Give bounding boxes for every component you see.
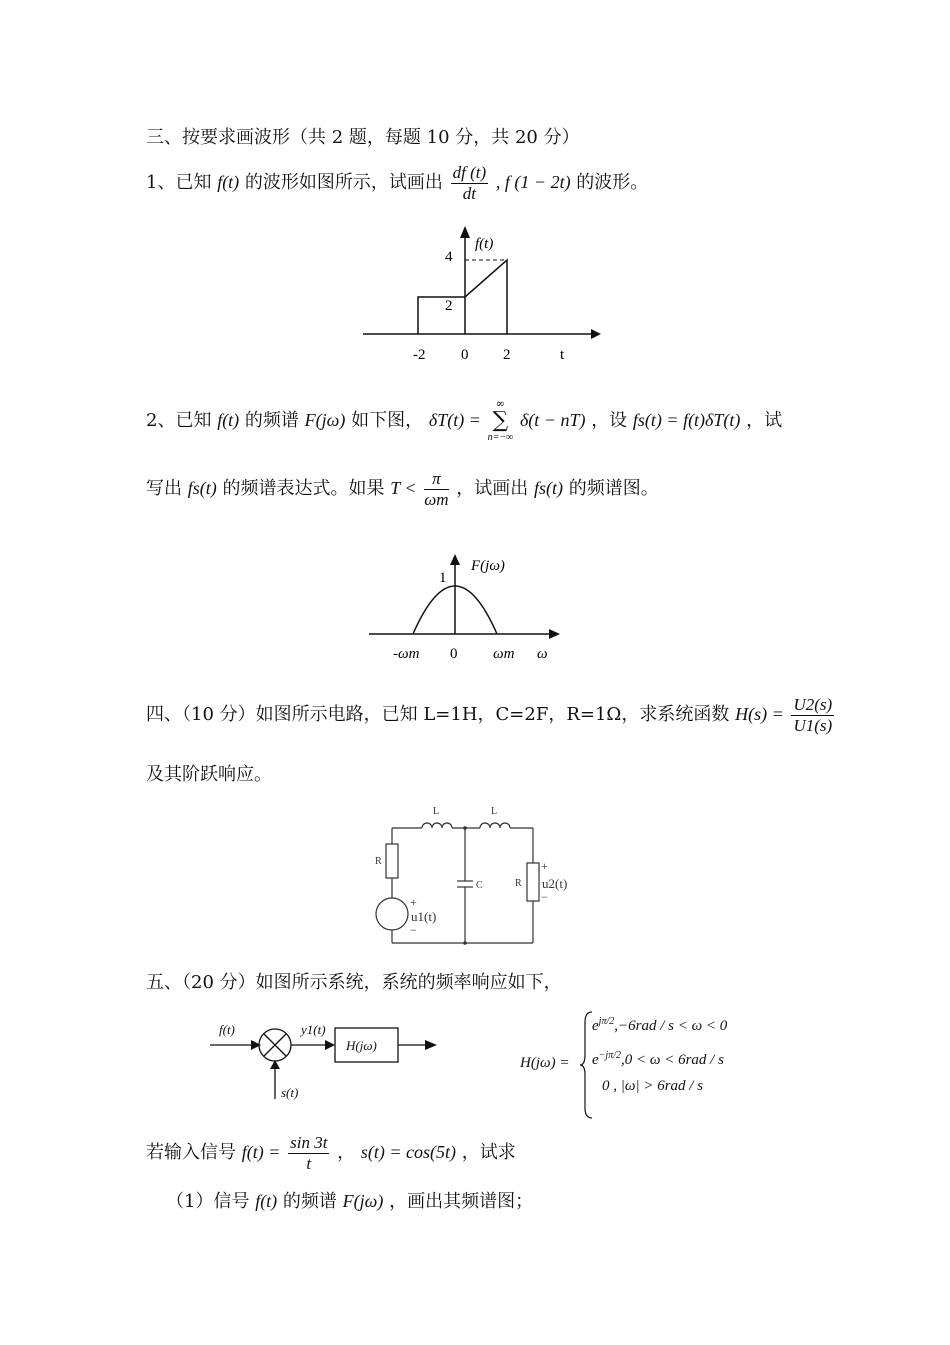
block-diagram	[205, 1015, 445, 1105]
y-label-2: 2	[445, 298, 453, 314]
resistor-1	[386, 844, 398, 878]
q2-text-d: ，设	[591, 410, 628, 431]
q1-frac-num: df (t)	[452, 162, 487, 182]
q2-delta-rhs: δ(t − nT)	[519, 410, 586, 430]
q2-T-lt: T <	[390, 478, 417, 498]
spectrum-y-axis-arrow	[450, 554, 460, 565]
input-s-eq: s(t) = cos(5t)	[360, 1142, 457, 1162]
voltage-source	[376, 898, 408, 930]
omega-axis-arrow	[549, 629, 560, 639]
q1-suffix: 的波形。	[576, 172, 649, 193]
q2-fs: fs(t)	[187, 478, 217, 498]
item1-ft: f(t)	[255, 1191, 278, 1211]
q2-Fjw: F(jω)	[304, 410, 346, 430]
label-u2: u2(t)	[542, 876, 568, 891]
q2-summation	[488, 398, 514, 444]
label-u1-minus: −	[410, 923, 417, 937]
section5-heading: 五、（20 分）如图所示系统，系统的频率响应如下，	[146, 972, 562, 993]
x-label-0: 0	[461, 347, 469, 363]
section3-heading: 三、按要求画波形（共 2 题，每题 10 分，共 20 分）	[146, 127, 580, 148]
H-row2: $e^{-j\pi/2},0 < \omega < 6rad / s$	[592, 1050, 724, 1068]
question1	[146, 162, 648, 204]
q2-text-c: 如下图，	[351, 410, 424, 431]
q2-line2-b: 的频谱表达式。如果	[222, 478, 385, 499]
label-input-f: f(t)	[219, 1022, 235, 1037]
input-text-b: ，	[337, 1142, 356, 1163]
q1-frac-den: dt	[462, 183, 477, 203]
label-zero: 0	[450, 646, 458, 662]
label-u2-minus: −	[541, 890, 548, 904]
waveform-line	[418, 260, 507, 334]
question2-line2	[146, 468, 659, 510]
pi-num: π	[424, 469, 448, 490]
spectrum-title: F(jω)	[471, 558, 505, 574]
q2-fs-eq: fs(t) = f(t)δT(t)	[632, 410, 741, 430]
sinc-num: sin 3t	[290, 1132, 328, 1152]
input-text-a: 若输入信号	[146, 1142, 236, 1163]
x-axis-arrow	[591, 329, 601, 339]
label-L1: L	[433, 806, 440, 817]
H-row1-exp: jπ/2	[598, 1016, 615, 1027]
sinc-fraction	[288, 1133, 329, 1174]
q2-delta-lhs: δT(t) =	[428, 410, 481, 430]
resistor-2	[527, 863, 539, 901]
q2-line2-a: 写出	[146, 478, 182, 499]
section4-line1	[146, 692, 836, 737]
question2-line1	[146, 398, 782, 444]
q1-mid: 的波形如图所示，试画出	[244, 172, 443, 193]
sum-top: ∞	[495, 397, 505, 410]
input-f-eq: f(t) =	[241, 1142, 281, 1162]
label-u1-plus: +	[410, 895, 417, 909]
H-lhs: H(jω) =	[520, 1055, 570, 1071]
label-s: s(t)	[281, 1085, 299, 1100]
label-L2: L	[491, 806, 498, 817]
sinc-den: t	[306, 1153, 312, 1173]
inductor-1	[422, 823, 452, 828]
spectrum-peak-label: 1	[439, 570, 447, 586]
H-row1-rest: ,−6rad / s < ω < 0	[614, 1018, 728, 1034]
q1-derivative-fraction	[451, 163, 489, 204]
label-omega: ω	[537, 646, 548, 662]
H-row3: 0 , |ω| > 6rad / s	[602, 1078, 704, 1094]
q1-expr2: , f (1 − 2t)	[495, 172, 571, 192]
sec4-H-lhs: H(s) =	[735, 704, 784, 724]
H-row2-rest: ,0 < ω < 6rad / s	[621, 1052, 724, 1068]
H-row2-exp: −jπ/2	[598, 1050, 621, 1061]
label-neg-omega-m: -ωm	[393, 646, 420, 662]
q2-fs-2: fs(t)	[534, 478, 564, 498]
figure-spectrum	[365, 548, 565, 668]
label-u2-plus: +	[541, 859, 548, 873]
label-u1: u1(t)	[411, 909, 437, 924]
item1	[166, 1188, 533, 1215]
sec4-num: U2(s)	[793, 694, 833, 714]
item1-b: 的频谱	[282, 1191, 337, 1212]
x-label-neg2: -2	[413, 347, 426, 363]
label-R2: R	[515, 878, 522, 889]
y-axis-arrow	[460, 226, 470, 238]
inductor-2	[480, 823, 510, 828]
q2-text-e: ，试	[746, 410, 783, 431]
item1-a: （1）信号	[166, 1191, 250, 1212]
q2-line2-d: 的频谱图。	[568, 478, 659, 499]
fig1-title: f(t)	[475, 236, 494, 252]
label-R1: R	[375, 856, 382, 867]
figure-ft-waveform	[355, 220, 605, 370]
sec4-transfer-fraction	[791, 695, 834, 736]
item1-Fjw: F(jω)	[342, 1191, 384, 1211]
label-y1: y1(t)	[301, 1022, 326, 1037]
sec4-den: U1(s)	[793, 715, 833, 735]
q2-text-a: 2、已知	[146, 410, 212, 431]
input-text-c: ，试求	[461, 1142, 516, 1163]
circuit-diagram	[370, 800, 570, 950]
x-label-2: 2	[503, 347, 511, 363]
frequency-response-definition	[520, 1010, 760, 1125]
q1-ft: f(t)	[217, 172, 240, 192]
q2-ft: f(t)	[217, 410, 240, 430]
y-label-4: 4	[445, 249, 453, 265]
label-omega-m: ωm	[493, 646, 515, 662]
q2-pi-fraction	[424, 469, 448, 510]
sum-bottom: n=−∞	[487, 432, 514, 443]
q2-line2-c: ，试画出	[456, 478, 529, 499]
q1-prefix: 1、已知	[146, 172, 212, 193]
H-row1: $e^{j\pi/2},-6rad / s < \omega < 0$	[592, 1016, 728, 1034]
sum-symbol: ∑	[492, 408, 509, 433]
item1-c: ，画出其频谱图；	[389, 1191, 534, 1212]
label-C: C	[476, 880, 483, 891]
q2-text-b: 的频谱	[244, 410, 299, 431]
input-signal-line	[146, 1130, 516, 1175]
omega-m-den: ωm	[424, 489, 449, 509]
sec4-text: 四、（10 分）如图所示电路，已知 L=1H，C=2F，R=1Ω，求系统函数	[146, 704, 730, 725]
section4-line2: 及其阶跃响应。	[146, 764, 272, 785]
x-axis-t-label: t	[560, 347, 565, 363]
label-H-box: H(jω)	[346, 1038, 377, 1053]
